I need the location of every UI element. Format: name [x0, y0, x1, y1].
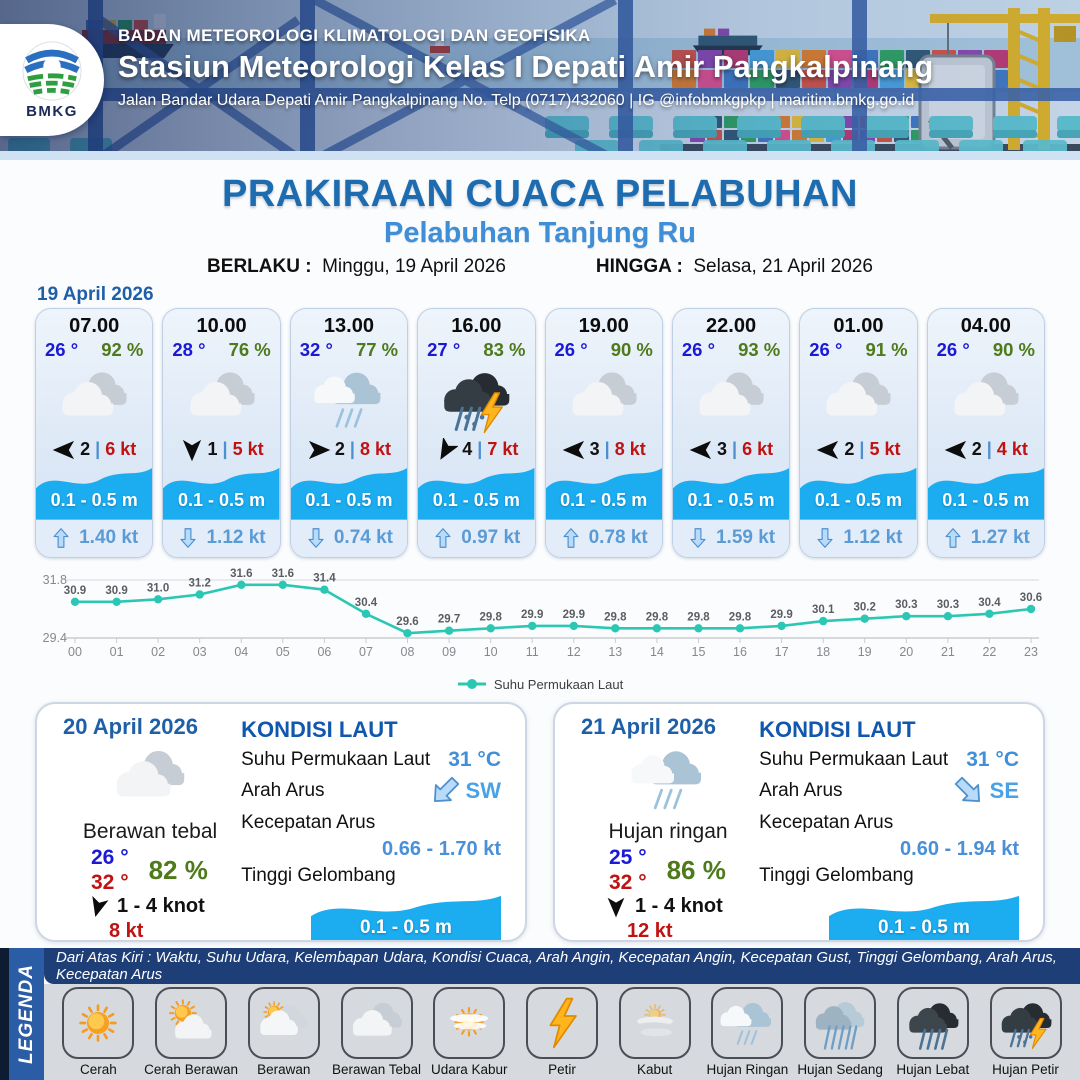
svg-text:07: 07 [359, 645, 373, 659]
current-direction: SE [989, 778, 1019, 803]
sst-chart [35, 566, 1045, 692]
gust-speed: 5 kt [869, 439, 901, 460]
wind-direction-icon [605, 896, 627, 918]
svg-text:18: 18 [816, 645, 831, 659]
svg-text:29.8: 29.8 [479, 611, 502, 624]
cerah-berawan-icon [162, 994, 220, 1052]
weather-icon-wrap [581, 739, 755, 819]
legend-item [982, 987, 1070, 1077]
weather-icon-wrap [163, 362, 279, 436]
humidity: 90 % [610, 339, 653, 360]
wave-height-band [36, 463, 152, 520]
separator: | [477, 439, 483, 460]
hujan-petir-icon [438, 361, 514, 437]
wave-height: 0.1 - 0.5 m [560, 490, 648, 511]
agency-name: BADAN METEOROLOGI KLIMATOLOGI DAN GEOFISIKA [118, 26, 591, 45]
wind-direction-icon [180, 438, 204, 462]
forecast-card [35, 308, 153, 558]
weather-icon-wrap [673, 362, 789, 436]
svg-text:11: 11 [525, 645, 539, 659]
current-direction-label: Arah Arus [241, 780, 325, 801]
wind-direction-icon [944, 438, 968, 462]
svg-text:31.6: 31.6 [230, 567, 253, 580]
temp-min: 25 ° [609, 846, 647, 869]
forecast-time: 04.00 [960, 315, 1011, 337]
forecast-card [799, 308, 917, 558]
wave-height: 0.1 - 0.5 m [814, 490, 902, 511]
humidity: 82 % [148, 854, 208, 885]
separator: | [986, 439, 992, 460]
svg-text:31.0: 31.0 [146, 582, 170, 595]
wave-height-band [546, 463, 662, 520]
current-speed: 1.27 kt [970, 527, 1030, 549]
svg-text:01: 01 [109, 645, 124, 659]
svg-text:21: 21 [940, 645, 955, 659]
current-direction-icon [687, 527, 709, 549]
wave-height-band [163, 463, 279, 520]
wind-row [673, 436, 789, 463]
hourly-forecast-row [0, 308, 1080, 558]
hujan-ringan-icon [628, 739, 708, 819]
daily-forecast-row [0, 692, 1080, 942]
berawan-icon [255, 994, 313, 1052]
humidity: 86 % [666, 854, 726, 885]
current-speed: 1.59 kt [715, 527, 776, 549]
humidity: 92 % [101, 339, 144, 360]
wave-height: 0.1 - 0.5 m [50, 490, 138, 511]
wind-speed: 2 [844, 439, 855, 460]
wind-speed: 4 [462, 439, 473, 460]
svg-text:31.8: 31.8 [42, 573, 67, 587]
forecast-card [162, 308, 280, 558]
daily-forecast-card [553, 702, 1045, 942]
current-direction-icon [428, 774, 462, 808]
wave-height-band [673, 463, 789, 520]
svg-text:29.7: 29.7 [437, 613, 461, 626]
wave-height-band [418, 463, 534, 520]
forecast-card [927, 308, 1045, 558]
svg-text:16: 16 [733, 645, 747, 659]
wind-direction-icon [434, 438, 458, 462]
berawan-tebal-icon [820, 361, 896, 437]
svg-text:29.9: 29.9 [521, 608, 544, 621]
weather-icon-wrap [418, 362, 534, 436]
forecast-card [672, 308, 790, 558]
legend-item-label: Kabut [637, 1062, 673, 1077]
current-direction-icon [177, 527, 199, 549]
wind-speed: 3 [589, 439, 600, 460]
current-speed-range: 0.60 - 1.94 kt [900, 838, 1019, 860]
separator: | [349, 439, 355, 460]
hujan-ringan-icon [311, 361, 387, 437]
svg-text:19: 19 [857, 645, 872, 659]
hujan-sedang-icon [811, 994, 869, 1052]
svg-text:03: 03 [192, 645, 207, 659]
svg-text:09: 09 [442, 645, 457, 659]
wind-row [800, 436, 916, 463]
forecast-time: 13.00 [323, 315, 374, 337]
svg-text:29.9: 29.9 [770, 608, 793, 621]
svg-text:29.8: 29.8 [687, 611, 710, 624]
svg-text:30.6: 30.6 [1019, 592, 1043, 604]
daily-forecast-card [35, 702, 527, 942]
sst-label: Suhu Permukaan Laut [241, 748, 431, 770]
gust-speed: 8 kt [359, 439, 391, 460]
svg-text:31.6: 31.6 [271, 567, 294, 580]
svg-text:30.9: 30.9 [105, 584, 128, 597]
wind-direction-icon [689, 438, 713, 462]
legend-description: Dari Atas Kiri : Waktu, Suhu Udara, Kelembapan Udara, Kondisi Cuaca, Arah Angin, Kecepatan Angin, Kecepatan Gust, Tinggi Gelombang, Arah Arus, Kecepatan Arus [44, 948, 1080, 984]
sst-chart-plot [35, 566, 1045, 668]
current-direction-icon [814, 527, 836, 549]
forecast-time: 22.00 [706, 315, 757, 337]
svg-text:05: 05 [275, 645, 290, 659]
wave-height-band [311, 891, 501, 942]
current-speed-range: 0.66 - 1.70 kt [382, 838, 501, 860]
berawan-tebal-icon [184, 361, 260, 437]
wave-height-label: Tinggi Gelombang [241, 864, 396, 886]
bmkg-globe-icon [21, 40, 83, 102]
air-temperature: 26 ° [809, 339, 843, 360]
svg-text:22: 22 [982, 645, 997, 659]
current-row [673, 520, 789, 557]
wind-direction-icon [562, 438, 586, 462]
wave-height: 0.1 - 0.5 m [687, 490, 775, 511]
berawan-tebal-icon [348, 994, 406, 1052]
legend-item [144, 987, 238, 1077]
wave-height-band [829, 891, 1019, 942]
gust-speed: 6 kt [742, 439, 774, 460]
wind-range: 1 - 4 knot [117, 895, 205, 917]
wind-range: 1 - 4 knot [635, 895, 723, 917]
forecast-time: 19.00 [578, 315, 629, 337]
air-temperature: 26 ° [554, 339, 588, 360]
current-speed: 1.12 kt [206, 527, 266, 549]
wind-row [163, 436, 279, 463]
svg-text:12: 12 [566, 645, 581, 659]
legend-item [703, 987, 791, 1077]
legend-item [425, 987, 513, 1077]
wind-row [928, 436, 1044, 463]
air-temperature: 32 ° [299, 339, 333, 360]
header-banner [0, 0, 1080, 160]
page-title: PRAKIRAAN CUACA PELABUHAN [222, 173, 858, 215]
title-section [0, 160, 1080, 279]
legend-item-label: Berawan Tebal [331, 1062, 422, 1077]
air-temperature: 26 ° [936, 339, 970, 360]
legend-section [0, 948, 1080, 1080]
humidity: 76 % [228, 339, 271, 360]
wind-direction-icon [87, 896, 109, 918]
gust-speed: 8 kt [109, 920, 144, 942]
legend-marker-icon [457, 678, 487, 690]
gust-speed: 5 kt [232, 439, 264, 460]
wind-row [418, 436, 534, 463]
temp-max: 32 ° [91, 871, 129, 894]
hujan-petir-icon [997, 994, 1055, 1052]
current-row [36, 520, 152, 557]
current-direction-icon [560, 527, 582, 549]
wave-height: 0.1 - 0.5 m [878, 917, 970, 938]
gust-speed: 7 kt [487, 439, 519, 460]
current-row [163, 520, 279, 557]
svg-text:00: 00 [68, 645, 82, 659]
bmkg-logo-text: BMKG [26, 103, 78, 120]
current-row [291, 520, 407, 557]
chart-series-label: Suhu Permukaan Laut [493, 676, 624, 692]
berawan-tebal-icon [110, 739, 190, 819]
separator: | [604, 439, 610, 460]
current-speed-label: Kecepatan Arus [759, 811, 894, 833]
separator: | [95, 439, 101, 460]
svg-text:29.9: 29.9 [562, 608, 585, 621]
current-speed: 1.12 kt [843, 527, 903, 549]
legend-items [44, 984, 1080, 1080]
svg-text:20: 20 [899, 645, 914, 659]
wind-speed: 2 [971, 439, 982, 460]
wind-speed: 2 [334, 439, 345, 460]
wave-height-band [291, 463, 407, 520]
wave-height: 0.1 - 0.5 m [178, 490, 266, 511]
svg-text:30.4: 30.4 [354, 596, 378, 609]
sst-label: Suhu Permukaan Laut [759, 748, 949, 770]
port-name: Pelabuhan Tanjung Ru [383, 217, 697, 249]
current-speed: 0.97 kt [461, 527, 521, 549]
legend-title: LEGENDA [15, 964, 37, 1064]
weather-icon-wrap [36, 362, 152, 436]
weather-condition: Berawan tebal [82, 820, 218, 843]
gust-speed: 12 kt [627, 920, 673, 942]
svg-text:30.1: 30.1 [812, 604, 835, 617]
gust-speed: 6 kt [105, 439, 137, 460]
petir-icon [533, 994, 591, 1052]
svg-text:30.9: 30.9 [63, 584, 87, 597]
separator: | [732, 439, 738, 460]
forecast-card [417, 308, 535, 558]
humidity: 91 % [865, 339, 908, 360]
forecast-time: 07.00 [69, 315, 120, 337]
current-direction-icon [942, 527, 964, 549]
svg-text:29.6: 29.6 [396, 616, 419, 629]
humidity: 83 % [483, 339, 526, 360]
svg-text:23: 23 [1024, 645, 1038, 659]
humidity: 93 % [738, 339, 781, 360]
wave-height-label: Tinggi Gelombang [759, 864, 914, 886]
wind-speed: 2 [80, 439, 91, 460]
current-direction-icon [305, 527, 327, 549]
cerah-icon [69, 994, 127, 1052]
legend-item-label: Hujan Lebat [896, 1062, 970, 1077]
separator: | [222, 439, 228, 460]
forecast-time: 10.00 [196, 315, 247, 337]
current-row [546, 520, 662, 557]
svg-text:31.4: 31.4 [313, 572, 336, 585]
separator: | [859, 439, 865, 460]
temp-max: 32 ° [609, 871, 647, 894]
legend-item [611, 987, 699, 1077]
svg-text:30.3: 30.3 [936, 599, 960, 612]
weather-icon-wrap [928, 362, 1044, 436]
legend-item-label: Udara Kabur [430, 1062, 508, 1077]
svg-text:30.2: 30.2 [853, 601, 876, 614]
legend-item [240, 987, 328, 1077]
wave-height-band [800, 463, 916, 520]
udara-kabur-icon [440, 994, 498, 1052]
berawan-tebal-icon [948, 361, 1024, 437]
wind-direction-icon [307, 438, 331, 462]
current-speed: 0.78 kt [588, 527, 648, 549]
current-row [928, 520, 1044, 557]
wind-row [605, 895, 755, 918]
current-speed: 1.40 kt [79, 527, 139, 549]
svg-text:30.3: 30.3 [895, 599, 918, 612]
svg-text:06: 06 [317, 645, 332, 659]
air-temperature: 26 ° [45, 339, 79, 360]
current-row [418, 520, 534, 557]
hujan-ringan-icon [718, 994, 776, 1052]
legend-main [44, 948, 1080, 1080]
sea-conditions-heading: KONDISI LAUT [241, 717, 398, 742]
svg-text:10: 10 [483, 645, 498, 659]
forecast-date: 19 April 2026 [37, 284, 154, 305]
sea-conditions-heading: KONDISI LAUT [759, 717, 916, 742]
current-direction: SW [465, 778, 501, 803]
wind-speed: 3 [717, 439, 728, 460]
wind-direction-icon [816, 438, 840, 462]
wind-row [291, 436, 407, 463]
legend-item [518, 987, 606, 1077]
air-temperature: 26 ° [681, 339, 715, 360]
legend-item-label: Cerah [79, 1062, 117, 1077]
legend-item-label: Hujan Ringan [706, 1062, 789, 1077]
berawan-tebal-icon [693, 361, 769, 437]
svg-text:13: 13 [608, 645, 623, 659]
weather-icon-wrap [546, 362, 662, 436]
wave-height: 0.1 - 0.5 m [305, 490, 393, 511]
wave-height: 0.1 - 0.5 m [432, 490, 520, 511]
current-direction-icon [50, 527, 72, 549]
svg-text:02: 02 [151, 645, 166, 659]
svg-text:29.8: 29.8 [645, 611, 669, 624]
station-name: Stasiun Meteorologi Kelas I Depati Amir Pangkalpinang [118, 49, 934, 84]
legend-item [333, 987, 421, 1077]
kabut-icon [626, 994, 684, 1052]
legend-item-label: Cerah Berawan [144, 1062, 238, 1077]
svg-text:29.4: 29.4 [42, 631, 67, 645]
daily-date: 21 April 2026 [581, 714, 716, 739]
berawan-tebal-icon [566, 361, 642, 437]
current-row [800, 520, 916, 557]
wind-direction-icon [52, 438, 76, 462]
svg-text:14: 14 [649, 645, 664, 659]
valid-from: BERLAKU : Minggu, 19 April 2026 [207, 256, 506, 277]
forecast-card [290, 308, 408, 558]
current-speed: 0.74 kt [333, 527, 394, 549]
forecast-time: 16.00 [451, 315, 502, 337]
current-direction-icon [432, 527, 454, 549]
gust-speed: 8 kt [614, 439, 646, 460]
humidity: 77 % [355, 339, 399, 360]
legend-item [889, 987, 977, 1077]
svg-text:08: 08 [400, 645, 415, 659]
legend-item [54, 987, 142, 1077]
wave-height: 0.1 - 0.5 m [360, 917, 452, 938]
air-temperature: 28 ° [172, 339, 206, 360]
svg-text:29.8: 29.8 [728, 611, 752, 624]
legend-item [796, 987, 884, 1077]
hujan-lebat-icon [904, 994, 962, 1052]
legend-item-label: Petir [548, 1062, 576, 1077]
weather-icon-wrap [63, 739, 237, 819]
wave-height: 0.1 - 0.5 m [942, 490, 1030, 511]
wind-row [87, 895, 237, 918]
wind-speed: 1 [207, 439, 218, 460]
weather-icon-wrap [291, 362, 407, 436]
svg-text:30.4: 30.4 [978, 596, 1001, 609]
weather-condition: Hujan ringan [608, 820, 728, 843]
legend-title-strip [9, 948, 44, 1080]
svg-text:29.8: 29.8 [604, 611, 627, 624]
legend-item-label: Berawan [257, 1062, 311, 1077]
current-speed-label: Kecepatan Arus [241, 811, 376, 833]
legend-item-label: Hujan Petir [992, 1062, 1059, 1077]
legend-item-label: Hujan Sedang [797, 1062, 883, 1077]
station-address: Jalan Bandar Udara Depati Amir Pangkalpinang No. Telp (0717)432060 | IG @infobmkgpkp | maritim.bmkg.go.id [118, 92, 915, 109]
svg-text:15: 15 [691, 645, 706, 659]
weather-icon-wrap [800, 362, 916, 436]
svg-text:31.2: 31.2 [188, 577, 211, 590]
valid-to: HINGGA : Selasa, 21 April 2026 [595, 256, 873, 277]
sea-surface-temp: 31 °C [448, 747, 501, 771]
svg-text:04: 04 [234, 645, 249, 659]
humidity: 90 % [992, 339, 1035, 360]
current-direction-label: Arah Arus [759, 780, 843, 801]
svg-text:17: 17 [774, 645, 789, 659]
forecast-time: 01.00 [833, 315, 884, 337]
daily-date: 20 April 2026 [63, 714, 198, 739]
legend-edge-strip [0, 948, 9, 1080]
temp-min: 26 ° [91, 846, 129, 869]
berawan-tebal-icon [56, 361, 132, 437]
sea-surface-temp: 31 °C [966, 747, 1019, 771]
current-direction-icon [952, 774, 986, 808]
validity-row [0, 255, 1080, 279]
forecast-card [545, 308, 663, 558]
wave-height-band [928, 463, 1044, 520]
gust-speed: 4 kt [996, 439, 1028, 460]
air-temperature: 27 ° [427, 339, 461, 360]
wind-row [36, 436, 152, 463]
wind-row [546, 436, 662, 463]
